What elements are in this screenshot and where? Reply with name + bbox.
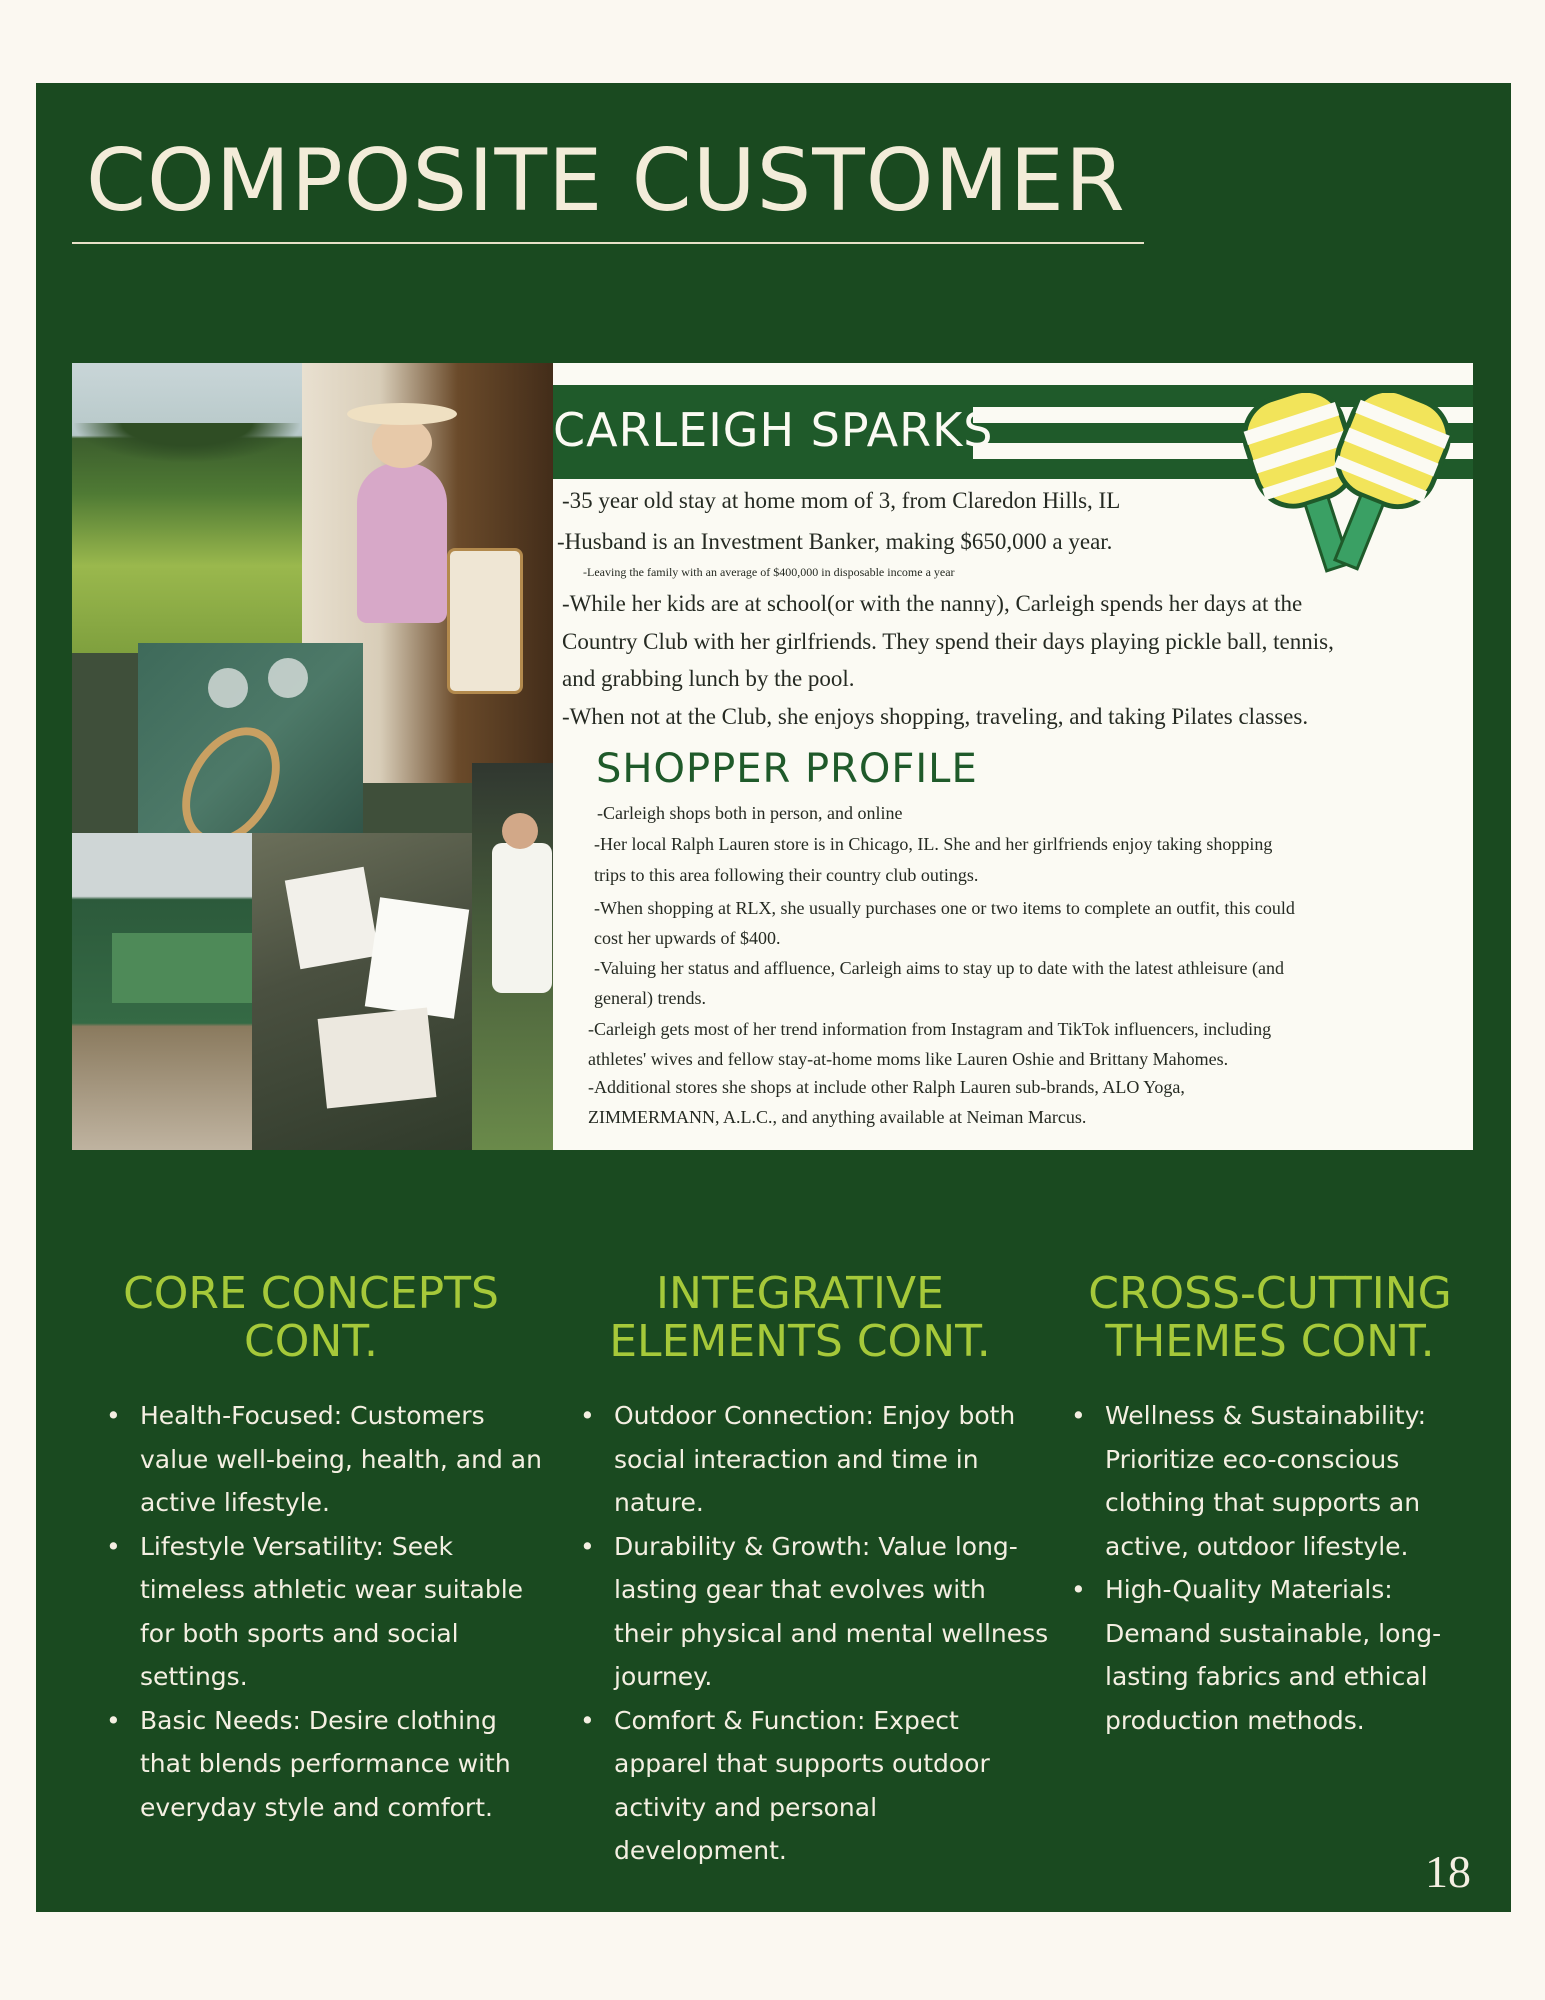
list-item-cont: active, outdoor lifestyle. <box>1105 1531 1409 1561</box>
photo-collage <box>72 363 584 1150</box>
list-item-cont: timeless athletic wear suitable <box>140 1575 524 1604</box>
bio-line: and grabbing lunch by the pool. <box>562 666 855 691</box>
list-item-cont: value well-being, health, and an <box>140 1444 542 1474</box>
shopper-line: -Carleigh gets most of her trend information from Instagram and TikTok influencers, including <box>588 1019 1272 1039</box>
shopper-line: trips to this area following their country club outings. <box>594 865 979 885</box>
bio-line: -Husband is an Investment Banker, making $650,000 a year. <box>557 529 1113 554</box>
customer-profile-card <box>553 363 1473 1150</box>
shopper-line: -Valuing her status and affluence, Carleigh aims to stay up to date with the latest athleisure (and <box>594 958 1284 978</box>
integrative-elements-heading <box>575 1270 1025 1366</box>
list-item-cont: Prioritize eco-conscious <box>1105 1444 1400 1474</box>
cross-cutting-themes-heading <box>1070 1270 1470 1366</box>
list-item: • Lifestyle Versatility: Seek <box>106 1525 542 1569</box>
list-item-cont: social interaction and time in <box>614 1444 979 1474</box>
shopper-profile-title: SHOPPER PROFILE <box>596 746 978 792</box>
cross-cutting-themes-column <box>1070 1268 1470 1735</box>
list-item-cont: settings. <box>140 1662 248 1691</box>
list-item-cont: Demand sustainable, long- <box>1105 1618 1442 1648</box>
list-item-cont: their physical and mental wellness <box>614 1618 1049 1648</box>
shopper-line: -Carleigh shops both in person, and online <box>597 803 903 823</box>
list-item: • Outdoor Connection: Enjoy both <box>580 1394 1048 1438</box>
shopper-line: -Additional stores she shops at include other Ralph Lauren sub-brands, ALO Yoga, <box>588 1077 1185 1097</box>
core-concepts-list <box>106 1394 542 1829</box>
core-concepts-column <box>96 1268 542 1822</box>
list-item: • Basic Needs: Desire clothing <box>106 1699 542 1743</box>
heading-line: ELEMENTS CONT. <box>609 1316 991 1367</box>
list-item: • Comfort & Function: Expect <box>580 1699 1048 1743</box>
heading-line: THEMES CONT. <box>1105 1316 1435 1367</box>
page-title: COMPOSITE CUSTOMER <box>86 131 1126 231</box>
title-underline <box>72 242 1144 244</box>
bio-line: -Leaving the family with an average of $400,000 in disposable income a year <box>583 565 955 579</box>
shopper-line: athletes' wives and fellow stay-at-home moms like Lauren Oshie and Brittany Mahomes. <box>588 1049 1229 1069</box>
bio-line: -When not at the Club, she enjoys shopping, traveling, and taking Pilates classes. <box>562 704 1309 729</box>
heading-line: CONT. <box>244 1316 378 1367</box>
heading-line: INTEGRATIVE <box>656 1268 944 1319</box>
shopper-line: general) trends. <box>594 988 706 1008</box>
list-item-cont: active lifestyle. <box>140 1488 330 1517</box>
core-concepts-heading <box>96 1270 526 1366</box>
bio-line: -While her kids are at school(or with the nanny), Carleigh spends her days at the <box>562 591 1303 616</box>
list-item-cont: production methods. <box>1105 1705 1365 1735</box>
list-item: • Wellness & Sustainability: <box>1071 1394 1441 1438</box>
list-item-cont: clothing that supports an <box>1105 1488 1421 1517</box>
shopper-line: cost her upwards of $400. <box>594 928 781 948</box>
heading-line: CROSS-CUTTING <box>1088 1268 1452 1319</box>
shopping-bags-photo <box>252 833 502 1150</box>
customer-name: CARLEIGH SPARKS <box>553 403 994 457</box>
integrative-elements-list <box>580 1394 1048 1873</box>
pickleball-paddles-icon <box>1231 393 1461 593</box>
integrative-elements-column <box>575 1268 1049 1865</box>
list-item: • Health-Focused: Customers <box>106 1394 542 1438</box>
shopper-line: -Her local Ralph Lauren store is in Chicago, IL. She and her girlfriends enjoy taking shopping <box>594 834 1273 854</box>
list-item-cont: apparel that supports outdoor <box>614 1749 990 1778</box>
list-item: • Durability & Growth: Value long- <box>580 1525 1048 1569</box>
list-item-cont: for both sports and social <box>140 1618 459 1648</box>
bio-line: Country Club with her girlfriends. They spend their days playing pickle ball, tennis, <box>562 629 1334 654</box>
list-item-cont: journey. <box>614 1662 713 1691</box>
heading-line: CORE CONCEPTS <box>123 1268 499 1319</box>
list-item-cont: everyday style and comfort. <box>140 1792 493 1822</box>
shopper-line: ZIMMERMANN, A.L.C., and anything available at Neiman Marcus. <box>588 1107 1087 1127</box>
list-item-cont: that blends performance with <box>140 1749 511 1778</box>
list-item: • High-Quality Materials: <box>1071 1568 1441 1612</box>
tennis-racket-photo <box>138 643 363 863</box>
bio-line: -35 year old stay at home mom of 3, from Claredon Hills, IL <box>562 488 1121 513</box>
shopper-line: -When shopping at RLX, she usually purchases one or two items to complete an outfit, this could <box>594 898 1295 918</box>
list-item-cont: lasting fabrics and ethical <box>1105 1662 1428 1691</box>
cross-cutting-themes-list <box>1071 1394 1441 1742</box>
list-item-cont: lasting gear that evolves with <box>614 1575 986 1604</box>
list-item-cont: activity and personal <box>614 1792 878 1822</box>
list-item-cont: nature. <box>614 1488 704 1517</box>
golf-course-photo <box>72 363 302 653</box>
page-number: 18 <box>1425 1846 1471 1897</box>
list-item-cont: development. <box>614 1836 787 1865</box>
